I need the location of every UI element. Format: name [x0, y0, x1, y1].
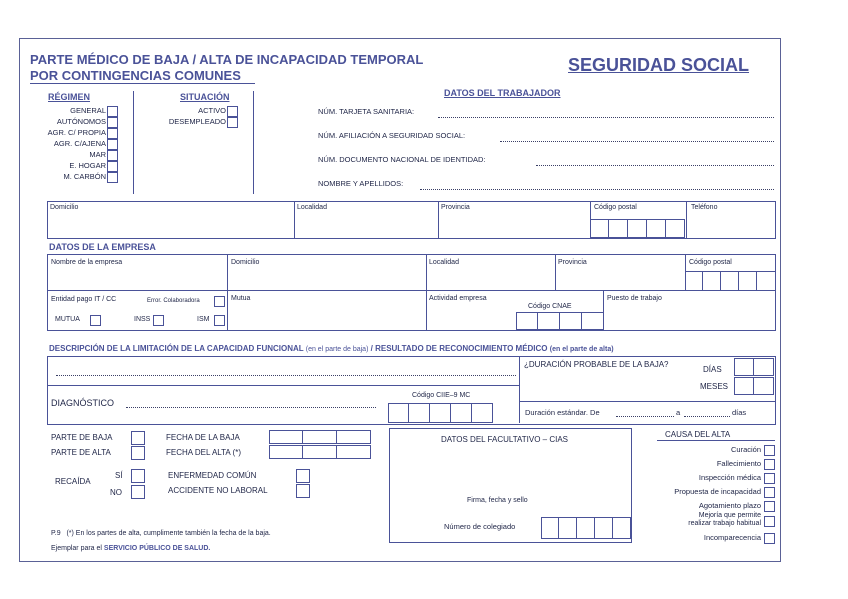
regimen-checkbox-hogar[interactable] [107, 161, 118, 172]
causa-label: Propuesta de incapacidad [674, 487, 761, 496]
actividad-label: Actividad empresa [429, 295, 487, 302]
footer-note [51, 530, 271, 537]
estandar-de-field[interactable] [616, 416, 674, 417]
puesto-label: Puesto de trabajo [607, 295, 662, 302]
title-underline [30, 83, 255, 84]
error-colab-label: Error. Colaboradora [147, 298, 200, 304]
colegiado-cells[interactable] [541, 517, 631, 539]
fecha-baja-label: FECHA DE LA BAJA [166, 433, 240, 442]
afiliacion-label: NÚM. AFILIACIÓN A SEGURIDAD SOCIAL: [318, 131, 466, 140]
recaida-si-label: SÍ [115, 471, 123, 480]
cp-cells[interactable] [590, 219, 685, 238]
nombre-field[interactable] [420, 189, 774, 190]
divider [294, 201, 295, 238]
regimen-checkbox-autonomos[interactable] [107, 117, 118, 128]
duracion-label: ¿DURACIÓN PROBABLE DE LA BAJA? [524, 360, 669, 369]
accidente-label: ACCIDENTE NO LABORAL [168, 486, 268, 495]
empresa-localidad-label: Localidad [429, 259, 459, 266]
regimen-label: E. HOGAR [69, 161, 106, 170]
causa-checkbox-fallecimiento[interactable] [764, 459, 775, 470]
causa-checkbox-curacion[interactable] [764, 445, 775, 456]
parte-alta-checkbox[interactable] [131, 446, 145, 460]
mutua-label: Mutua [231, 295, 251, 302]
diagnostico-field[interactable] [126, 407, 376, 408]
cnae-label: Código CNAE [528, 303, 572, 310]
footer-ejemplar-text: Ejemplar para el [51, 545, 102, 552]
divider [426, 254, 427, 330]
regimen-checkbox-agr-propia[interactable] [107, 128, 118, 139]
divider [47, 385, 519, 386]
descripcion-note2: (en el parte de alta) [549, 346, 614, 353]
mejoria-line2: realizar trabajo habitual [688, 520, 761, 527]
dni-field[interactable] [536, 165, 774, 166]
footer-code: P.9 [51, 530, 61, 537]
inss-checkbox[interactable] [153, 315, 164, 326]
tarjeta-label: NÚM. TARJETA SANITARIA: [318, 107, 415, 116]
divider [227, 254, 228, 330]
recaida-label: RECAÍDA [55, 477, 91, 486]
descripcion-title-main: DESCRIPCIÓN DE LA LIMITACIÓN DE LA CAPACIDAD FUNCIONAL [49, 344, 304, 353]
fecha-baja-cells[interactable] [269, 430, 371, 444]
footer-note-text: (*) En los partes de alta, cumplimente también la fecha de la baja. [66, 530, 271, 537]
enfermedad-checkbox[interactable] [296, 469, 310, 483]
causa-label: Incomparecencia [703, 533, 761, 542]
provincia-label: Provincia [441, 204, 470, 211]
divider [519, 356, 520, 423]
situacion-title: SITUACIÓN [180, 92, 230, 102]
causa-checkbox-propuesta[interactable] [764, 487, 775, 498]
estandar-de-label: Duración estándar. De [525, 408, 600, 417]
empresa-cp-label: Código postal [689, 259, 732, 266]
org-title: SEGURIDAD SOCIAL [568, 55, 750, 75]
descripcion-sep: / [368, 344, 376, 353]
enfermedad-label: ENFERMEDAD COMÚN [168, 471, 257, 480]
regimen-checkbox-mar[interactable] [107, 150, 118, 161]
domicilio-label: Domicilio [50, 204, 79, 211]
descripcion-title [49, 344, 614, 353]
divider [686, 201, 687, 238]
telefono-label: Teléfono [691, 204, 718, 211]
cnae-cells[interactable] [516, 312, 604, 330]
causa-label: Fallecimiento [716, 459, 761, 468]
empresa-title: DATOS DE LA EMPRESA [49, 242, 156, 252]
footer-ejemplar [51, 545, 210, 552]
dias-cells[interactable] [734, 358, 774, 376]
trabajador-title: DATOS DEL TRABAJADOR [444, 88, 561, 98]
ciie-cells[interactable] [388, 403, 493, 423]
regimen-checkbox-carbon[interactable] [107, 172, 118, 183]
accidente-checkbox[interactable] [296, 484, 310, 498]
afiliacion-field[interactable] [500, 141, 774, 142]
empresa-cp-cells[interactable] [685, 271, 776, 291]
regimen-label: AUTÓNOMOS [56, 117, 106, 126]
regimen-title: RÉGIMEN [48, 92, 91, 102]
dni-label: NÚM. DOCUMENTO NACIONAL DE IDENTIDAD: [318, 155, 486, 164]
recaida-si-checkbox[interactable] [131, 469, 145, 483]
entidad-label: Entidad pago IT / CC [51, 296, 117, 303]
ciie-label: Código CIIE–9 MC [412, 392, 471, 399]
regimen-label: M. CARBÓN [63, 172, 106, 181]
empresa-domicilio-label: Domicilio [231, 259, 260, 266]
causa-label: Inspección médica [698, 473, 761, 482]
mejoria-line1: Mejoría que permite [698, 512, 761, 519]
situacion-checkbox-activo[interactable] [227, 106, 238, 117]
form-title-line1: PARTE MÉDICO DE BAJA / ALTA DE INCAPACIDAD TEMPORAL [30, 52, 424, 67]
footer-servicio: SERVICIO PÚBLICO DE SALUD. [103, 545, 211, 552]
cp-label: Código postal [594, 204, 637, 211]
divider [47, 290, 776, 291]
divider [519, 401, 775, 402]
descripcion-field[interactable] [56, 375, 516, 376]
error-colab-checkbox[interactable] [214, 296, 225, 307]
causa-checkbox-incomparecencia[interactable] [764, 533, 775, 544]
colegiado-label: Número de colegiado [444, 522, 516, 531]
ism-checkbox[interactable] [214, 315, 225, 326]
meses-cells[interactable] [734, 377, 774, 395]
divider [438, 201, 439, 238]
situacion-label: ACTIVO [198, 106, 226, 115]
divider [253, 91, 254, 194]
parte-alta-label: PARTE DE ALTA [51, 448, 111, 457]
tarjeta-field[interactable] [438, 117, 774, 118]
estandar-a-field[interactable] [684, 416, 730, 417]
mutua-opt-label: MUTUA [55, 316, 80, 323]
descripcion-note1: (en el parte de baja) [305, 346, 369, 353]
meses-label: MESES [700, 382, 729, 391]
diagnostico-label: DIAGNÓSTICO [51, 398, 115, 408]
divider [603, 290, 604, 330]
causa-checkbox-mejoria[interactable] [764, 516, 775, 527]
divider [657, 440, 775, 441]
facultativo-title: DATOS DEL FACULTATIVO – CIAS [441, 435, 568, 444]
causa-title: CAUSA DEL ALTA [665, 430, 731, 439]
situacion-checkbox-desempleado[interactable] [227, 117, 238, 128]
estandar-dias-label: días [732, 408, 747, 417]
nombre-label: NOMBRE Y APELLIDOS: [318, 179, 404, 188]
causa-checkbox-inspeccion[interactable] [764, 473, 775, 484]
recaida-no-checkbox[interactable] [131, 485, 145, 499]
divider [133, 91, 134, 194]
firma-label: Firma, fecha y sello [467, 497, 528, 504]
empresa-provincia-label: Provincia [558, 259, 587, 266]
mejoria-label [688, 512, 761, 528]
divider [555, 254, 556, 291]
localidad-label: Localidad [297, 204, 327, 211]
recaida-no-label: NO [110, 488, 122, 497]
regimen-checkbox-agr-ajena[interactable] [107, 139, 118, 150]
situacion-label: DESEMPLEADO [168, 117, 226, 126]
medical-leave-form [19, 38, 781, 562]
dias-label: DÍAS [703, 365, 722, 374]
fecha-alta-cells[interactable] [269, 445, 371, 459]
descripcion-title2: RESULTADO DE RECONOCIMIENTO MÉDICO [375, 344, 548, 353]
ism-label: ISM [197, 316, 210, 323]
causa-checkbox-agotamiento[interactable] [764, 501, 775, 512]
regimen-label: AGR. C/ PROPIA [47, 128, 106, 137]
mutua-checkbox[interactable] [90, 315, 101, 326]
form-title-line2: POR CONTINGENCIAS COMUNES [30, 68, 241, 83]
parte-baja-label: PARTE DE BAJA [51, 433, 113, 442]
fecha-alta-label: FECHA DEL ALTA (*) [166, 448, 241, 457]
inss-label: INSS [134, 316, 151, 323]
empresa-nombre-label: Nombre de la empresa [51, 259, 123, 266]
causa-label: Curación [730, 445, 761, 454]
regimen-label: MAR [89, 150, 106, 159]
causa-label: Agotamiento plazo [698, 501, 761, 510]
regimen-checkbox-general[interactable] [107, 106, 118, 117]
estandar-a-label: a [676, 408, 681, 417]
parte-baja-checkbox[interactable] [131, 431, 145, 445]
regimen-label: AGR. C/AJENA [53, 139, 106, 148]
regimen-label: GENERAL [70, 106, 106, 115]
